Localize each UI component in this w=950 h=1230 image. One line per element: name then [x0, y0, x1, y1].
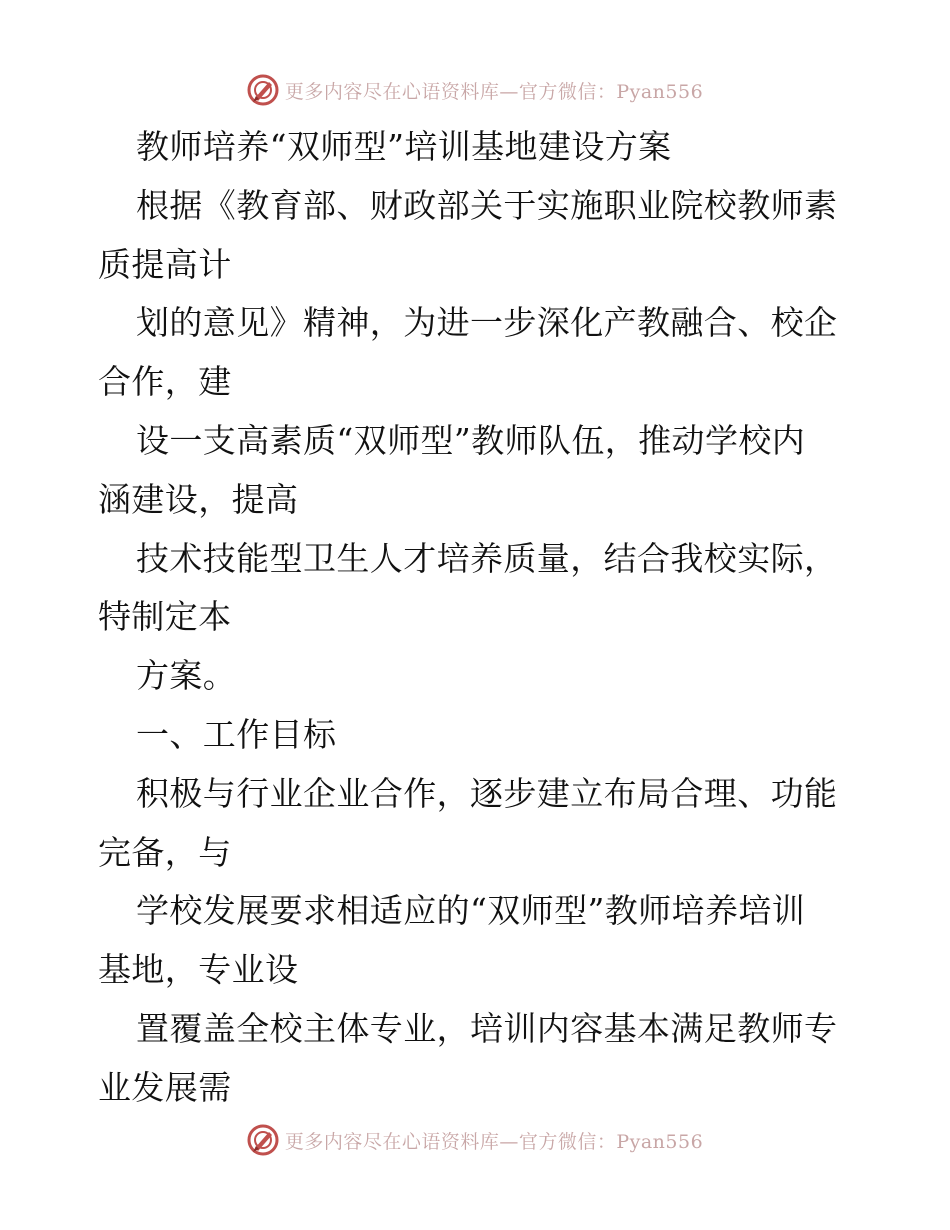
text-line: 置覆盖全校主体专业，培训内容基本满足教师专 — [136, 1008, 838, 1048]
text-line: 业发展需 — [98, 1067, 232, 1107]
text-line: 一、工作目标 — [136, 714, 337, 754]
footer-banner — [0, 1120, 950, 1160]
header-banner-text: 更多内容尽在心语资料库—官方微信：Pyan556 — [284, 80, 704, 103]
seal-logo-icon — [247, 1124, 279, 1156]
header-banner — [0, 70, 950, 110]
document-body — [98, 118, 858, 1118]
text-line: 技术技能型卫生人才培养质量，结合我校实际， — [136, 538, 838, 578]
footer-banner-text: 更多内容尽在心语资料库—官方微信：Pyan556 — [284, 1130, 704, 1153]
text-line: 根据《教育部、财政部关于实施职业院校教师素 — [136, 185, 838, 225]
paragraph-lines — [98, 118, 858, 1118]
text-line: 合作，建 — [98, 362, 232, 402]
text-line: 涵建设，提高 — [98, 479, 299, 519]
text-line: 基地，专业设 — [98, 950, 299, 990]
text-line: 方案。 — [136, 656, 237, 696]
seal-logo-icon — [247, 74, 279, 106]
text-line: 积极与行业企业合作，逐步建立布局合理、功能 — [136, 773, 838, 813]
text-line: 教师培养“双师型”培训基地建设方案 — [136, 127, 672, 166]
text-line: 学校发展要求相适应的“双师型”教师培养培训 — [136, 891, 806, 931]
text-line: 质提高计 — [98, 244, 232, 284]
text-line: 特制定本 — [98, 597, 232, 637]
text-line: 划的意见》精神，为进一步深化产教融合、校企 — [136, 303, 838, 343]
text-line: 设一支高素质“双师型”教师队伍，推动学校内 — [136, 420, 806, 460]
text-line: 完备，与 — [98, 832, 232, 872]
